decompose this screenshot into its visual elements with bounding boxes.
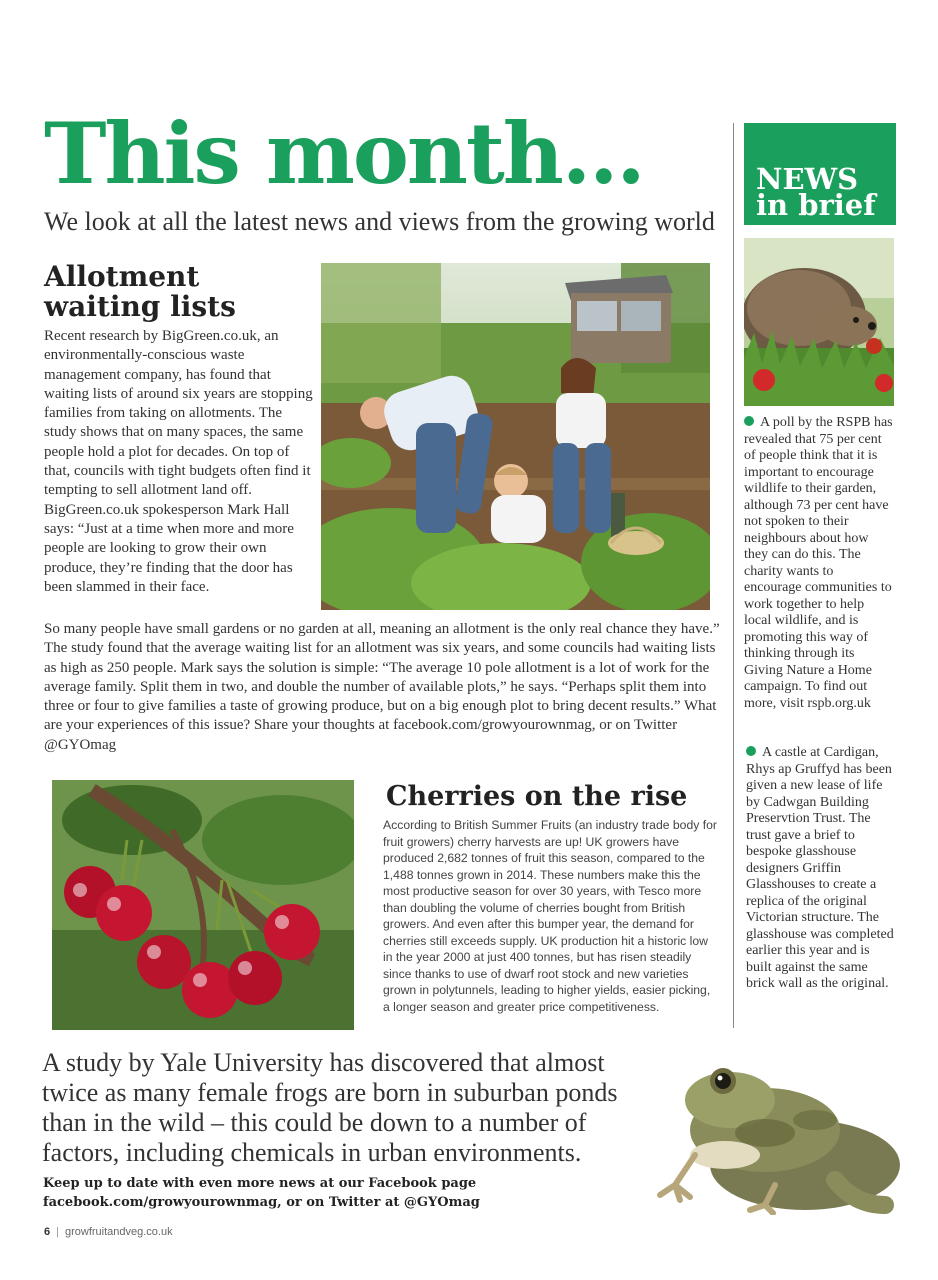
bullet-icon [744,416,754,426]
allotment-family-photo [321,263,710,610]
footer-separator: | [56,1226,59,1238]
frog-photo [655,1045,905,1215]
cherries-heading: Cherries on the rise [386,781,688,812]
news-item-rspb [744,415,894,712]
page-number: 6 [44,1226,51,1238]
facebook-note-line1: Keep up to date with even more news at our Facebook page [43,1176,477,1191]
news-title-line2: in brief [756,188,876,222]
facebook-note [43,1174,603,1212]
footer-site: growfruitandveg.co.uk [64,1226,173,1238]
page-title: This month... [44,104,644,203]
sidebar-divider [733,123,734,1028]
news-item-castle [746,745,896,993]
news-item-rspb-text: A poll by the RSPB has revealed that 75 per cent of people think that it is important to encourage wildlife to their garden, although 73 per cent have not spoken to their neighbours about how they can do this. The charity wants to encourage communities to work together to help local wildlife, and is promoting this way of thinking through its Giving Nature a Home campaign. To find out more, visit rspb.org.uk [744,415,893,711]
news-item-castle-text: A castle at Cardigan, Rhys ap Gruffyd has been given a new lease of life by Cadwgan Building Preservtion Trust. The trust gave a brief to bespoke glasshouse designers Griffin Glasshouses to create a replica of the original Victorian structure. The glasshouse was completed earlier this year and is built against the same brick wall as the original. [746,745,894,991]
allotment-heading [44,262,314,322]
allotment-body-full: So many people have small gardens or no garden at all, meaning an allotment is the only real chance they have.” The study found that the average waiting list for an allotment was six years, and some councils had waiting lists as high as 250 people. Mark says the solution is simple: “The average 10 pole allotment is a lot of work for the average family. Split them in two, and double the number of available plots,” he says. “Perhaps split them into three or four to give families a taste of growing produce, but on a big enough plot to bring decent results.” What are your experiences of this issue? Share your thoughts at facebook.com/growyourownmag, or on Twitter @GYOmag [44,621,720,753]
page-subtitle: We look at all the latest news and views from the growing world [44,207,715,236]
frog-study-text: A study by Yale University has discovered that almost twice as many female frogs are born in suburban ponds than in the wild – this could be down to a number of factors, including chemicals in urban environments. [42,1048,618,1167]
allotment-body-column: Recent research by BigGreen.co.uk, an environmentally-conscious waste management company, has found that waiting lists of around six years are stopping families from taking on allotments. The study shows that on many spaces, the same people hold a plot for decades. On top of that, councils with tight budgets often find it tempting to sell allotment land off. BigGreen.co.uk spokesperson Mark Hall says: “Just at a time when more and more people are looking to grow their own produce, they’re finding that the door has been slammed in their face. [44,328,313,595]
facebook-note-line2: facebook.com/growyourownmag, or on Twitter at @GYOmag [43,1195,480,1210]
news-title-line1: NEWS [756,162,859,196]
allotment-heading-line2: waiting lists [44,290,236,323]
allotment-heading-line1: Allotment [44,260,200,293]
hedgehog-photo [744,238,894,406]
page-footer [44,1226,173,1238]
bullet-icon [746,746,756,756]
news-in-brief-box [744,123,896,225]
cherries-body: According to British Summer Fruits (an industry trade body for fruit growers) cherry harvests are up! UK growers have produced 2,682 tonnes of fruit this season, compared to the 1,488 tonnes grown in 2014. These numbers make this the most productive season for over 30 years, with Tesco more than doubling the volume of cherries bought from British growers. And even after this bumper year, the demand for cherries still exceeds supply. UK production hit a historic low in the year 2000 at just 400 tonnes, but has risen steadily since thanks to use of dwarf root stock and new varieties grown in polytunnels, leading to higher yields, easier picking, a longer season and greater price competitiveness. [383,818,717,1014]
cherries-photo [52,780,354,1030]
